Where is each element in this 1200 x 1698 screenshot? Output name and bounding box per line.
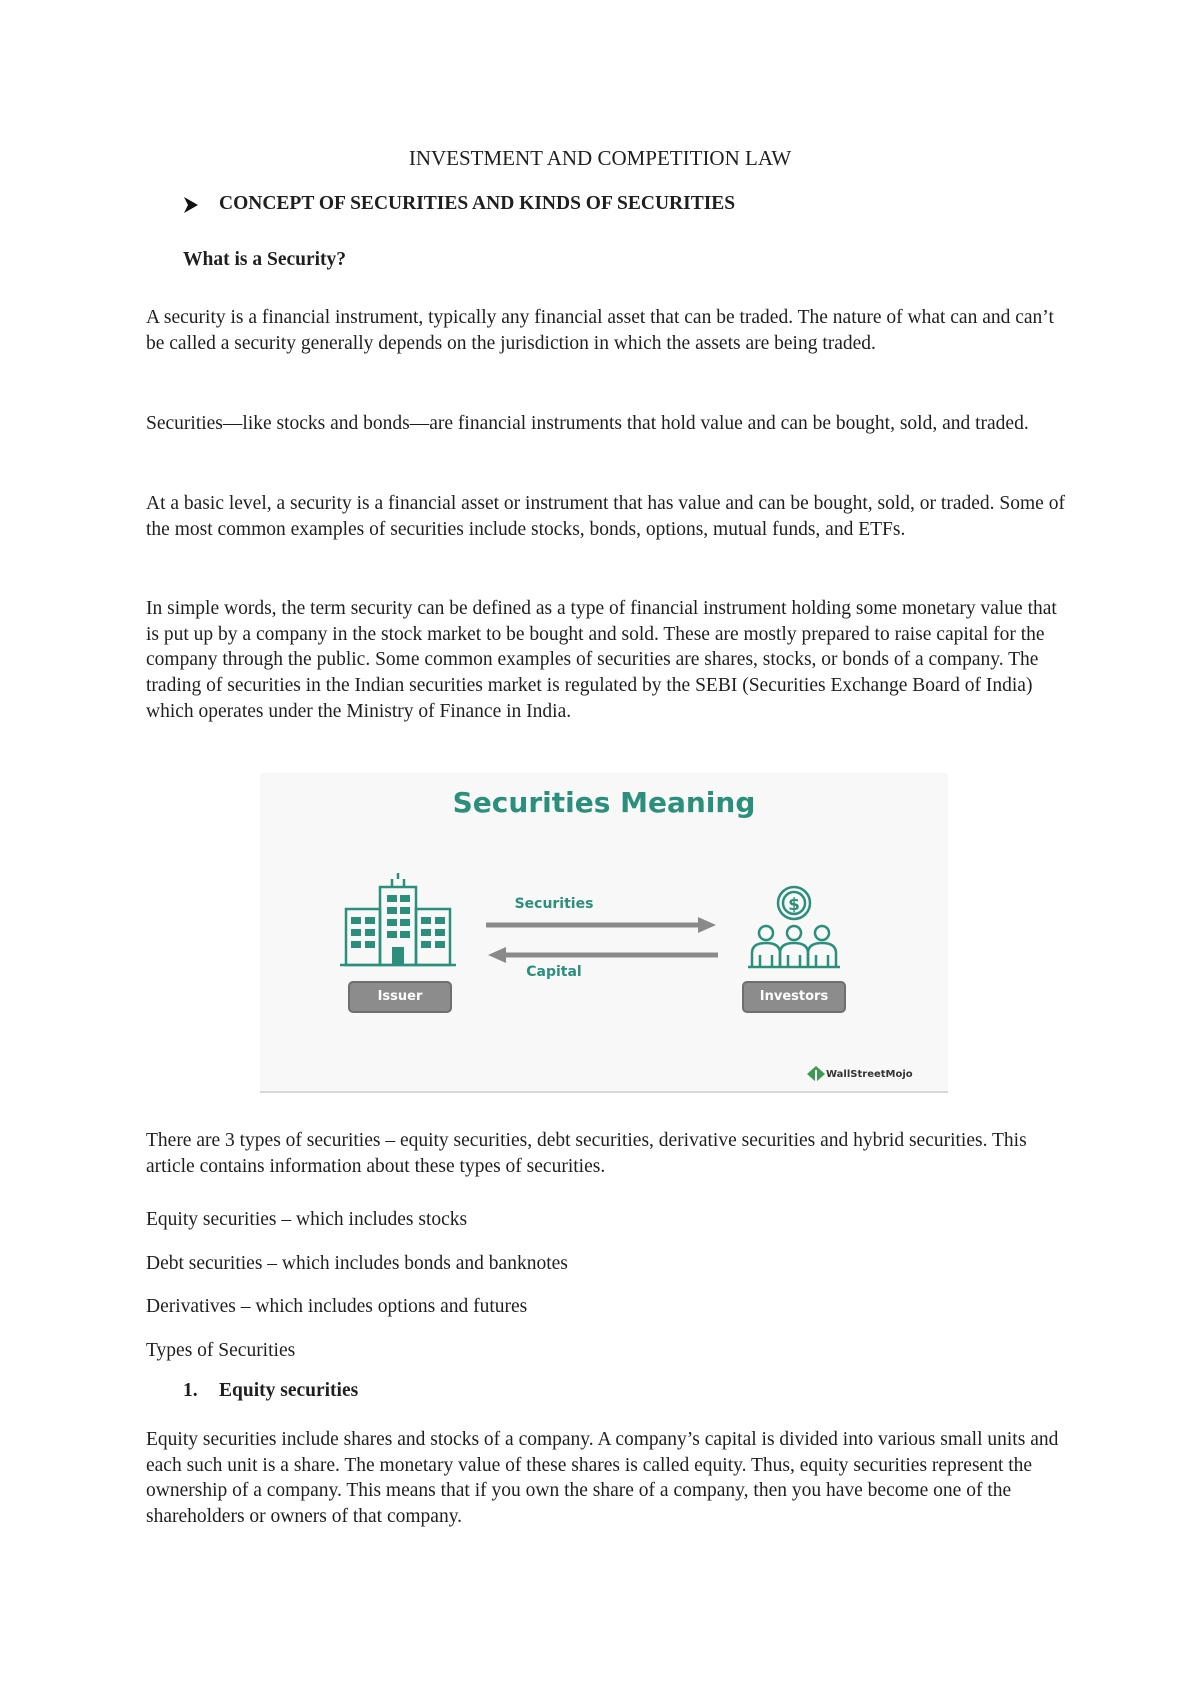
arrow-bullet-icon: [183, 196, 199, 214]
arrow-left-icon: [486, 946, 718, 964]
heading-number: 1.: [183, 1380, 198, 1401]
subheading-what-is-security: What is a Security?: [183, 249, 347, 270]
building-icon: [340, 873, 456, 969]
list-item: Types of Securities: [146, 1340, 296, 1361]
section-heading-text: CONCEPT OF SECURITIES AND KINDS OF SECURITIES: [219, 193, 736, 214]
arrow-label-securities: Securities: [514, 896, 594, 912]
document-title: INVESTMENT AND COMPETITION LAW: [408, 146, 792, 170]
investors-icon: [746, 885, 842, 971]
list-item: Debt securities – which includes bonds and banknotes: [146, 1253, 568, 1274]
paragraph-simple-words: In simple words, the term security can be defined as a type of financial instrument holding some monetary value that is put up by a company in the stock market to be bought and sold. These are mostly prepared to raise capital for the company through the public. Some common examples of securities are shares, stocks, or bonds of a company. The trading of securities in the Indian securities market is regulated by the SEBI (Securities Exchange Board of India) which operates under the Ministry of Finance in India.: [146, 598, 1057, 722]
securities-meaning-figure: [260, 773, 948, 1093]
issuer-label: Issuer: [348, 981, 452, 1013]
figure-title: Securities Meaning: [452, 786, 756, 819]
paragraph-equity: Equity securities include shares and stocks of a company. A company’s capital is divided into various small units and each such unit is a share. The monetary value of these shares is called equity. Thus, equity securities represent the ownership of a company. This means that if you own the share of a company, then you have become one of the shareholders or owners of that company.: [146, 1429, 1059, 1528]
paragraph-basic-level: At a basic level, a security is a financial asset or instrument that has value and can be bought, sold, or traded. Some of the most common examples of securities include stocks, bonds, options, mutual funds, and ETFs.: [146, 493, 1065, 540]
paragraph-types-intro: There are 3 types of securities – equity securities, debt securities, derivative securities and hybrid securities. This article contains information about these types of securities.: [146, 1130, 1027, 1177]
arrow-right-icon: [486, 916, 718, 934]
heading-text: Equity securities: [219, 1380, 359, 1401]
paragraph-definition: A security is a financial instrument, typically any financial asset that can be traded. The nature of what can and can’t be called a security generally depends on the jurisdiction in which the assets are being traded.: [146, 307, 1054, 354]
investors-label: Investors: [742, 981, 846, 1013]
wallstreetmojo-logo: [806, 1065, 826, 1083]
list-item: Derivatives – which includes options and futures: [146, 1296, 528, 1317]
paragraph-stocks-bonds: Securities—like stocks and bonds—are financial instruments that hold value and can be bought, sold, and traded.: [146, 413, 1029, 434]
brand-name: WallStreetMojo: [826, 1069, 913, 1080]
list-item: Equity securities – which includes stocks: [146, 1209, 468, 1230]
dollar-coin-icon: $: [788, 895, 800, 915]
arrow-label-capital: Capital: [526, 964, 582, 980]
numbered-heading-equity: [183, 1380, 358, 1402]
